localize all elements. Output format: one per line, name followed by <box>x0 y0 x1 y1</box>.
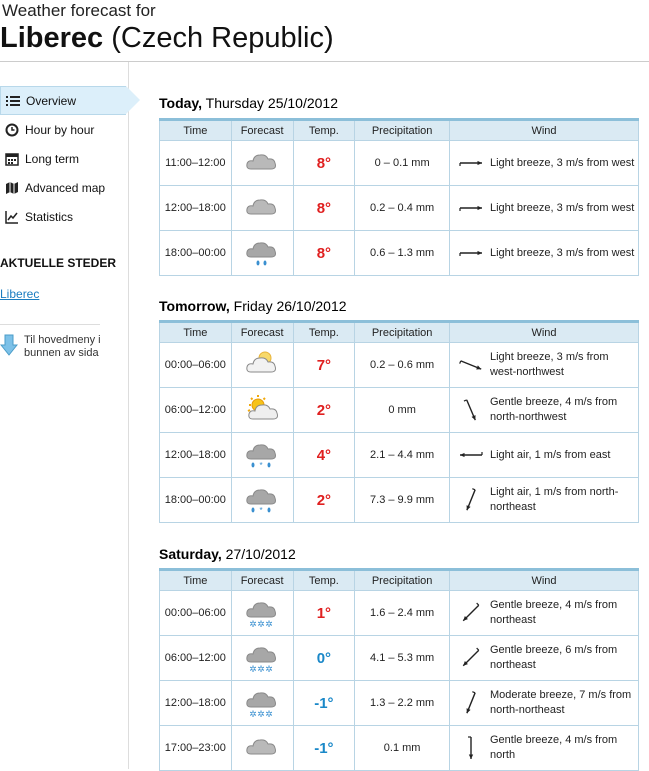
wind-arrow-icon <box>456 353 486 377</box>
wind-arrow-icon <box>456 488 486 512</box>
day-title-today: Today, Thursday 25/10/2012 <box>159 95 338 111</box>
svg-text:✲: ✲ <box>249 619 257 629</box>
table-row <box>160 636 639 681</box>
sleet-cloud-icon <box>245 439 279 471</box>
column-header: Wind <box>449 120 638 141</box>
forecast-cell <box>231 478 293 523</box>
wind-cell <box>449 433 638 478</box>
forecast-cell <box>231 186 293 231</box>
sun-cloud-icon <box>245 394 279 426</box>
time-cell: 11:00–12:00 <box>160 141 232 186</box>
rain-cloud-icon <box>245 237 279 269</box>
forecast-cell <box>231 433 293 478</box>
wind-text: Light air, 1 m/s from east <box>489 448 611 461</box>
wind-text: Light air, 1 m/s from north-northeast <box>489 486 619 513</box>
table-row <box>160 186 639 231</box>
time-cell: 17:00–23:00 <box>160 726 232 771</box>
partly-cloudy-icon <box>245 349 279 381</box>
time-cell: 12:00–18:00 <box>160 186 232 231</box>
time-cell: 00:00–06:00 <box>160 343 232 388</box>
forecast-cell <box>231 141 293 186</box>
column-header: Time <box>160 322 232 343</box>
temperature-cell: 8° <box>293 231 355 276</box>
precipitation-cell: 4.1 – 5.3 mm <box>355 636 450 681</box>
forecast-table-today <box>159 118 639 276</box>
wind-text: Gentle breeze, 4 m/s from north-northwest <box>489 396 618 423</box>
sidebar <box>0 62 129 769</box>
table-row <box>160 388 639 433</box>
wind-cell <box>449 388 638 433</box>
sidebar-item-label: Advanced map <box>25 180 106 195</box>
column-header: Forecast <box>231 570 293 591</box>
page-header <box>0 0 649 62</box>
forecast-cell <box>231 726 293 771</box>
column-header: Precipitation <box>355 120 450 141</box>
svg-text:*: * <box>259 506 263 515</box>
city-name: Liberec <box>0 22 104 54</box>
temperature-cell: 8° <box>293 141 355 186</box>
forecast-cell <box>231 343 293 388</box>
column-header: Temp. <box>293 322 355 343</box>
cloud-icon <box>245 192 279 224</box>
table-row <box>160 681 639 726</box>
sidebar-item-statistics[interactable] <box>0 202 129 231</box>
temperature-cell: 2° <box>293 478 355 523</box>
forecast-cell <box>231 231 293 276</box>
sidebar-item-hour-by-hour[interactable] <box>0 115 129 144</box>
sidebar-item-label: Statistics <box>25 209 74 224</box>
forecast-cell <box>231 591 293 636</box>
svg-text:✲: ✲ <box>257 619 265 629</box>
precipitation-cell: 0.6 – 1.3 mm <box>355 231 450 276</box>
day-title-tomorrow: Tomorrow, Friday 26/10/2012 <box>159 298 347 314</box>
wind-text: Gentle breeze, 4 m/s from northeast <box>489 599 618 626</box>
wind-text: Light breeze, 3 m/s from west <box>489 156 635 169</box>
wind-cell <box>449 186 638 231</box>
forecast-table-saturday <box>159 568 639 771</box>
sleet-cloud-icon <box>245 484 279 516</box>
column-header: Forecast <box>231 322 293 343</box>
forecast-cell <box>231 636 293 681</box>
wind-cell <box>449 681 638 726</box>
svg-text:✲: ✲ <box>265 709 273 719</box>
table-row <box>160 231 639 276</box>
wind-arrow-icon <box>456 646 486 670</box>
column-header: Time <box>160 120 232 141</box>
time-cell: 12:00–18:00 <box>160 681 232 726</box>
svg-text:✲: ✲ <box>265 619 273 629</box>
column-header: Wind <box>449 322 638 343</box>
time-cell: 12:00–18:00 <box>160 433 232 478</box>
temperature-cell: 0° <box>293 636 355 681</box>
precipitation-cell: 1.3 – 2.2 mm <box>355 681 450 726</box>
precipitation-cell: 0 mm <box>355 388 450 433</box>
list-icon <box>5 93 21 109</box>
column-header: Time <box>160 570 232 591</box>
wind-text: Moderate breeze, 7 m/s from north-northeast <box>489 689 632 716</box>
table-row <box>160 343 639 388</box>
wind-arrow-icon <box>456 601 486 625</box>
precipitation-cell: 1.6 – 2.4 mm <box>355 591 450 636</box>
svg-text:✲: ✲ <box>249 664 257 674</box>
table-header-row <box>160 570 639 591</box>
wind-cell <box>449 141 638 186</box>
clock-icon <box>4 122 20 138</box>
sidebar-item-advanced-map[interactable] <box>0 173 129 202</box>
wind-cell <box>449 343 638 388</box>
wind-cell <box>449 478 638 523</box>
day-title-saturday: Saturday, 27/10/2012 <box>159 546 296 562</box>
table-row <box>160 141 639 186</box>
table-row <box>160 478 639 523</box>
temperature-cell: 8° <box>293 186 355 231</box>
wind-arrow-icon <box>456 736 486 760</box>
snow-cloud-icon <box>245 687 279 719</box>
sidebar-item-label: Hour by hour <box>25 122 95 137</box>
precipitation-cell: 2.1 – 4.4 mm <box>355 433 450 478</box>
column-header: Forecast <box>231 120 293 141</box>
country-name: (Czech Republic) <box>111 22 334 54</box>
precipitation-cell: 0.1 mm <box>355 726 450 771</box>
temperature-cell: 2° <box>293 388 355 433</box>
wind-arrow-icon <box>456 241 486 265</box>
forecast-table-tomorrow <box>159 320 639 523</box>
arrow-down-icon <box>0 334 24 360</box>
temperature-cell: -1° <box>293 726 355 771</box>
time-cell: 18:00–00:00 <box>160 478 232 523</box>
wind-text: Light breeze, 3 m/s from west-northwest <box>489 351 609 378</box>
wind-arrow-icon <box>456 196 486 220</box>
wind-cell <box>449 726 638 771</box>
wind-cell <box>449 591 638 636</box>
cloud-icon <box>245 147 279 179</box>
temperature-cell: 1° <box>293 591 355 636</box>
precipitation-cell: 0.2 – 0.6 mm <box>355 343 450 388</box>
table-header-row <box>160 120 639 141</box>
svg-text:✲: ✲ <box>249 709 257 719</box>
sidebar-item-overview[interactable] <box>0 86 126 115</box>
chart-icon <box>4 209 20 225</box>
wind-arrow-icon <box>456 443 486 467</box>
table-header-row <box>160 322 639 343</box>
svg-text:✲: ✲ <box>257 664 265 674</box>
sidebar-item-long-term[interactable] <box>0 144 129 173</box>
precipitation-cell: 0.2 – 0.4 mm <box>355 186 450 231</box>
temperature-cell: -1° <box>293 681 355 726</box>
page-title <box>0 22 334 55</box>
wind-text: Gentle breeze, 6 m/s from northeast <box>489 644 618 671</box>
svg-text:✲: ✲ <box>265 664 273 674</box>
wind-arrow-icon <box>456 691 486 715</box>
wind-text: Light breeze, 3 m/s from west <box>489 246 635 259</box>
sidebar-item-label: Overview <box>26 93 77 108</box>
precipitation-cell: 7.3 – 9.9 mm <box>355 478 450 523</box>
temperature-cell: 7° <box>293 343 355 388</box>
cloud-icon <box>245 732 279 764</box>
column-header: Temp. <box>293 120 355 141</box>
wind-text: Light breeze, 3 m/s from west <box>489 201 635 214</box>
sidebar-nav <box>0 86 129 231</box>
wind-arrow-icon <box>456 398 486 422</box>
bottom-menu-label: Til hovedmeny i bunnen av sida <box>24 334 101 359</box>
page-subtitle: Weather forecast for <box>2 1 156 20</box>
column-header: Temp. <box>293 570 355 591</box>
temperature-cell: 4° <box>293 433 355 478</box>
time-cell: 00:00–06:00 <box>160 591 232 636</box>
time-cell: 18:00–00:00 <box>160 231 232 276</box>
precipitation-cell: 0 – 0.1 mm <box>355 141 450 186</box>
table-row <box>160 591 639 636</box>
column-header: Precipitation <box>355 570 450 591</box>
places-heading: AKTUELLE STEDER <box>0 256 117 270</box>
snow-cloud-icon <box>245 597 279 629</box>
sidebar-item-label: Long term <box>25 151 80 166</box>
table-row <box>160 433 639 478</box>
map-icon <box>4 180 20 196</box>
wind-cell <box>449 231 638 276</box>
column-header: Precipitation <box>355 322 450 343</box>
table-row <box>160 726 639 771</box>
svg-text:✲: ✲ <box>257 709 265 719</box>
calendar-icon <box>4 151 20 167</box>
time-cell: 06:00–12:00 <box>160 388 232 433</box>
forecast-cell <box>231 681 293 726</box>
bottom-menu-link[interactable] <box>0 334 104 360</box>
snow-cloud-icon <box>245 642 279 674</box>
wind-arrow-icon <box>456 151 486 175</box>
time-cell: 06:00–12:00 <box>160 636 232 681</box>
svg-text:*: * <box>259 461 263 470</box>
place-link-liberec[interactable]: Liberec <box>0 287 40 301</box>
column-header: Wind <box>449 570 638 591</box>
forecast-cell <box>231 388 293 433</box>
divider <box>0 324 100 325</box>
wind-cell <box>449 636 638 681</box>
wind-text: Gentle breeze, 4 m/s from north <box>489 734 618 761</box>
